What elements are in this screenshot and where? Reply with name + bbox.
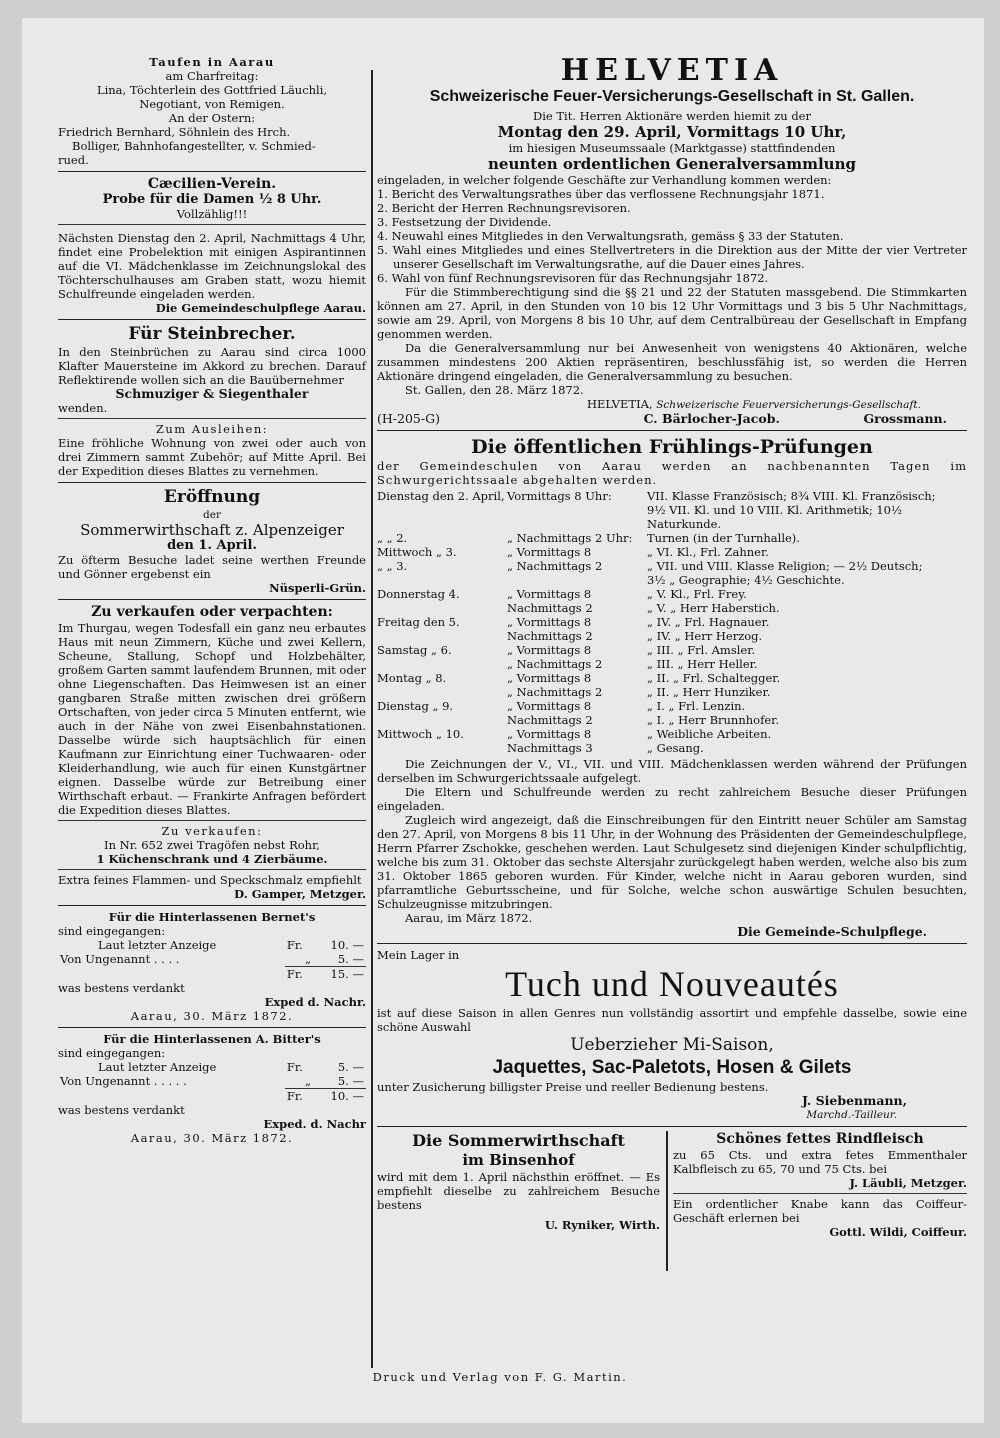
table-cell: Fr. [285, 967, 313, 982]
divider [58, 869, 366, 870]
divider [58, 482, 366, 483]
table-cell: Vormittags 8 Uhr: [507, 489, 612, 503]
helvetia-line: im hiesigen Museumssaale (Marktgasse) stattfindenden [508, 141, 836, 155]
helvetia-date: Montag den 29. April, Vormittags 10 Uhr, [497, 123, 847, 141]
divider [58, 820, 366, 821]
rind-text2: Ein ordentlicher Knabe kann das Coiffeur-Geschäft erlernen bei [673, 1197, 967, 1225]
list-item: 1. Bericht des Verwaltungsrathes über das verflossene Rechnungsjahr 1871. [377, 187, 825, 201]
table-row [377, 657, 967, 671]
table-cell: „ Vormittags 8 [507, 727, 592, 741]
eroeff-der: der [203, 509, 221, 521]
table-row [377, 727, 967, 741]
table-cell [507, 573, 647, 587]
column-divider [371, 70, 373, 1368]
table-cell: 10. — [330, 938, 364, 952]
table-cell: 3½ „ Geographie; 4½ Geschichte. [647, 573, 845, 587]
helvetia-firm-italic: Schweizerische Feuerversicherungs-Gesellschaft. [656, 399, 921, 411]
ad-probelektion [58, 231, 366, 315]
helvetia-title: HELVETIA [560, 53, 784, 88]
table-row [377, 671, 967, 685]
ad-verkaufen [58, 604, 366, 817]
binsen-title: Die Sommerwirthschaft [412, 1131, 625, 1150]
table-row [377, 741, 967, 755]
table-cell: Laut letzter Anzeige [98, 1060, 217, 1074]
table-cell: Von Ungenannt . . . . [60, 952, 180, 966]
taufen-title: Taufen in Aarau [149, 55, 275, 69]
tuch-jaq: Jaquettes, Sac-Paletots, Hosen & Gilets [492, 1057, 852, 1078]
bitter-sig: Exped. d. Nachr [263, 1117, 366, 1131]
table-cell [377, 503, 507, 531]
pruef-p3: Zugleich wird angezeigt, daß die Einschreibungen für den Eintritt neuer Schüler am Samstag den 27. April, von Morgens 8 bis 11 Uhr, in der Wohnung des Präsidenten der Gemeindeschulpflege, Herrn Pfarrer Zschokke, geschehen werden. Laut Schulgesetz sind diejenigen Kinder schulpflichtig, welche bis zum 31. Oktober das sechste Altersjahr zurückgelegt haben werden, welche also bis zum 31. Oktober 1865 geboren wurden. Für Kinder, welche nicht in Aarau geboren wurden, sind pfarramtliche Geburtsscheine, und für Solche, welche schon auswärtige Schulen besuchten, Schulzeugnisse mitzubringen. [377, 813, 967, 911]
list-item: 6. Wahl von fünf Rechnungsrevisoren für das Rechnungsjahr 1872. [377, 271, 769, 285]
divider [58, 319, 366, 320]
ad-pruefungen [377, 435, 967, 939]
table-cell: Fr. [286, 1060, 303, 1074]
taufen-line: Lina, Töchterlein des Gottfried Läuchli, [96, 83, 328, 97]
divider [673, 1193, 967, 1194]
zuverk-title: Zu verkaufen: [161, 824, 263, 838]
table-cell: „ Nachmittags 2 [507, 657, 603, 671]
helvetia-p1: Für die Stimmberechtigung sind die §§ 21 und 22 der Statuten massgebend. Die Stimmkarten können am 27. April, in den Stunden von 10 bis 12 Uhr Vormittags und 3 bis 5 Uhr Nachmittags, sowie am 29. April, von Morgens 8 bis 10 Uhr, auf dem Centralbüreau der Gesellschaft in Empfang genommen werden. [377, 285, 967, 341]
pruef-sig: Die Gemeinde-Schulpflege. [737, 924, 927, 939]
caecilien-title: Cæcilien-Verein. [147, 176, 277, 192]
eroeff-date: den 1. April. [167, 538, 257, 553]
helvetia-sig2: Grossmann. [863, 411, 947, 426]
table-cell: „ Nachmittags 2 [507, 559, 603, 573]
divider [377, 943, 967, 944]
bitter-thanks: was bestens verdankt [58, 1103, 185, 1117]
table-row [58, 1089, 366, 1104]
bernet-sig: Exped d. Nachr. [264, 995, 366, 1009]
rind-text: zu 65 Cts. und extra fetes Emmenthaler Kalbfleisch zu 65, 70 und 75 Cts. bei [673, 1148, 967, 1176]
table-row [377, 559, 967, 573]
tuch-ueber: Ueberzieher Mi-Saison, [570, 1035, 774, 1055]
column-divider [666, 1131, 668, 1271]
table-cell [377, 573, 507, 587]
binsen-sig: U. Ryniker, Wirth. [544, 1218, 660, 1232]
table-cell: „ Nachmittags 2 [507, 685, 603, 699]
taufen-line: Bolliger, Bahnhofangestellter, v. Schmied- [72, 139, 316, 153]
table-cell: „ II. „ Herr Hunziker. [647, 685, 771, 699]
table-cell: „ II. „ Frl. Schaltegger. [647, 671, 781, 685]
rind-title: Schönes fettes Rindfleisch [716, 1131, 924, 1147]
table-cell: 15. — [313, 967, 366, 982]
table-row [377, 699, 967, 713]
table-cell: „ Vormittags 8 [507, 671, 592, 685]
helvetia-p2: Da die Generalversammlung nur bei Anwesenheit von wenigstens 40 Aktionären, welche zusammen mindestens 200 Aktien repräsentiren, beschlussfähig ist, so werden die Herren Aktionäre dringend eingeladen, die Generalversammlung zu besuchen. [377, 341, 967, 383]
helvetia-line: Die Tit. Herren Aktionäre werden hiemit zu der [533, 109, 811, 123]
table-cell: Nachmittags 2 [507, 713, 593, 727]
table-cell: „ III. „ Herr Heller. [647, 657, 758, 671]
helvetia-gv: neunten ordentlichen Generalversammlung [488, 155, 856, 173]
binsen-sub: im Binsenhof [462, 1151, 575, 1169]
table-cell [377, 713, 507, 727]
rind-sig: J. Läubli, Metzger. [849, 1176, 967, 1190]
table-cell: Dienstag „ 9. [377, 699, 454, 713]
eroeff-name: Sommerwirthschaft z. Alpenzeiger [80, 521, 344, 539]
divider [58, 1027, 366, 1028]
ad-eroeffnung [58, 487, 366, 595]
table-cell: Dienstag den 2. April, [377, 489, 505, 503]
list-item: 2. Bericht der Herren Rechnungsrevisoren. [377, 201, 631, 215]
helvetia-subtitle: Schweizerische Feuer-Versicherungs-Gesellschaft in St. Gallen. [429, 88, 915, 105]
table-row [58, 952, 366, 967]
tuch-sig2: Marchd.-Tailleur. [806, 1109, 897, 1121]
bitter-sub: sind eingegangen: [58, 1046, 166, 1060]
table-cell: Montag „ 8. [377, 671, 447, 685]
helvetia-line: eingeladen, in welcher folgende Geschäfte zur Verhandlung kommen werden: [377, 173, 832, 187]
bernet-sub: sind eingegangen: [58, 924, 166, 938]
eroeff-text: Zu öfterm Besuche ladet seine werthen Freunde und Gönner ergebenst ein [58, 553, 366, 581]
pruef-date: Aarau, im März 1872. [405, 911, 533, 925]
divider [58, 171, 366, 172]
table-row [58, 1060, 366, 1074]
table-cell: 5. — [337, 1074, 364, 1088]
table-cell: „ Vormittags 8 [507, 587, 592, 601]
schul-text: Nächsten Dienstag den 2. April, Nachmittags 4 Uhr, findet eine Probelektion mit einigen Aspirantinnen auf die VI. Mädchenklasse im Zeichnungslokal des Töchterschulhauses am Graben statt, wozu hiemit Schulfreunde eingeladen werden. [58, 231, 366, 301]
table-cell: „ Weibliche Arbeiten. [647, 727, 772, 741]
table-cell: Mittwoch „ 3. [377, 545, 457, 559]
table-row [377, 503, 967, 531]
divider [377, 430, 967, 431]
pruef-title: Die öffentlichen Frühlings-Prüfungen [471, 436, 873, 458]
gamper-text: Extra feines Flammen- und Speckschmalz empfiehlt [58, 873, 362, 887]
pruef-intro: der Gemeindeschulen von Aarau werden an nachbenannten Tagen im Schwurgerichtssaale abgehalten werden. [377, 459, 967, 487]
table-cell: Nachmittags 3 [507, 741, 593, 755]
ad-rindfleisch [673, 1131, 967, 1239]
helvetia-firm: HELVETIA, [587, 397, 653, 411]
bernet-title: Für die Hinterlassenen Bernet's [108, 910, 316, 924]
bernet-date: Aarau, 30. März 1872. [130, 1009, 294, 1023]
table-cell: „ Gesang. [647, 741, 704, 755]
caecilien-voll: Vollzählig!!! [176, 207, 248, 221]
table-row [58, 1074, 366, 1089]
imprint [0, 1370, 1000, 1384]
stein-names: Schmuziger & Siegenthaler [115, 386, 309, 401]
table-row [377, 643, 967, 657]
table-cell: Turnen (in der Turnhalle). [647, 531, 800, 545]
table-cell: „ Vormittags 8 [507, 545, 592, 559]
ad-bitter [58, 1032, 366, 1145]
helvetia-items [377, 187, 967, 285]
table-cell: „ Vormittags 8 [507, 643, 592, 657]
helvetia-code: (H-205-G) [377, 411, 440, 426]
table-row [58, 938, 366, 952]
ausleihen-text: Eine fröhliche Wohnung von zwei oder auch von drei Zimmern sammt Zubehör; auf Mitte April. Bei der Expedition dieses Blattes zu vernehmen. [58, 436, 366, 478]
divider [58, 224, 366, 225]
table-cell: „ VI. Kl., Frl. Zahner. [647, 545, 769, 559]
table-cell: Von Ungenannt . . . . . [60, 1074, 187, 1088]
table-cell: „ V. Kl., Frl. Frey. [647, 587, 747, 601]
taufen-line: am Charfreitag: [165, 69, 259, 83]
pruef-table [377, 489, 967, 755]
bitter-date: Aarau, 30. März 1872. [130, 1131, 294, 1145]
table-cell: Mittwoch „ 10. [377, 727, 464, 741]
taufen-line: Friedrich Bernhard, Söhnlein des Hrch. [58, 125, 291, 139]
table-cell: VII. Klasse Französisch; 8¾ VIII. Kl. Französisch; [647, 489, 936, 503]
pruef-p2: Die Eltern und Schulfreunde werden zu recht zahlreichem Besuche dieser Prüfungen eingeladen. [377, 785, 967, 813]
table-cell: 5. — [337, 952, 364, 966]
table-cell [377, 685, 507, 699]
ad-helvetia [377, 55, 967, 426]
table-cell [377, 629, 507, 643]
stein-text: In den Steinbrüchen zu Aarau sind circa 1000 Klafter Mauersteine im Akkord zu brechen. Darauf Reflektirende wollen sich an die Bauübernehmer [58, 345, 366, 387]
table-cell: „ „ 2. [377, 531, 408, 545]
ad-gamper [58, 873, 366, 901]
table-cell: 9½ VII. Kl. und 10 VIII. Kl. Arithmetik; 10½ Naturkunde. [647, 503, 903, 531]
pruef-p1: Die Zeichnungen der V., VI., VII. und VIII. Mädchenklassen werden während der Prüfungen derselben im Schwurgerichtssaale aufgelegt. [377, 757, 967, 785]
verkauf-text: Im Thurgau, wegen Todesfall ein ganz neu erbautes Haus mit neun Zimmern, Küche und zwei Kellern, Scheune, Stallung, Schopf und Holzbehälter, großem Garten sammt laufendem Brunnen, mit oder ohne Liegenschaften. Das Heimwesen ist an einer gangbaren Straße mitten zwischen drei größern Ortschaften, von jeder circa 5 Minuten entfernt, wie auch in der Nähe von zwei Eisenbahnstationen. Dasselbe würde sich hauptsächlich für einen Kaufmann zur Einrichtung einer Tuchwaaren- oder Kleiderhandlung, wie auch für einen Kunstgärtner eignen. Dasselbe würde zur Betreibung einer Wirthschaft erbaut. — Frankirte Anfragen befördert die Expedition dieses Blattes. [58, 621, 366, 817]
helvetia-sig1: C. Bärlocher-Jacob. [643, 411, 780, 426]
caecilien-probe: Probe für die Damen ½ 8 Uhr. [102, 192, 322, 207]
table-cell [377, 741, 507, 755]
tuch-text: ist auf diese Saison in allen Genres nun vollständig assortirt und empfehle dasselbe, sowie eine schöne Auswahl [377, 1006, 967, 1034]
tuch-title: Tuch und Nouveautés [505, 964, 839, 1004]
table-cell: „ I. „ Frl. Lenzin. [647, 699, 746, 713]
table-cell: Nachmittags 2 [507, 601, 593, 615]
list-item: 3. Festsetzung der Dividende. [377, 215, 552, 229]
table-cell: Samstag „ 6. [377, 643, 452, 657]
list-item: 4. Neuwahl eines Mitgliedes in den Verwaltungsrath, gemäss § 33 der Statuten. [377, 229, 844, 243]
divider [58, 418, 366, 419]
table-cell [377, 601, 507, 615]
tuch-intro: Mein Lager in [377, 948, 460, 962]
verkauf-title: Zu verkaufen oder verpachten: [91, 604, 333, 620]
gamper-sig: D. Gamper, Metzger. [234, 887, 366, 901]
ausleihen-title: Zum Ausleihen: [155, 422, 269, 436]
table-row [377, 629, 967, 643]
table-cell: Donnerstag 4. [377, 587, 460, 601]
zuverk-l1: In Nr. 652 zwei Tragöfen nebst Rohr, [104, 838, 320, 852]
ad-ausleihen [58, 422, 366, 478]
table-row [377, 615, 967, 629]
ad-caecilien [58, 176, 366, 221]
bitter-title: Für die Hinterlassenen A. Bitter's [103, 1032, 321, 1046]
table-cell [377, 657, 507, 671]
divider [58, 599, 366, 600]
list-item: 5. Wahl eines Mitgliedes und eines Stellvertreters in die Direktion aus der Mitte der vier Vertreter unserer Gesellschaft im Verwaltungsrathe, auf die Dauer eines Jahres. [377, 243, 967, 271]
imprint-text: Druck und Verlag von F. G. Martin. [372, 1370, 628, 1384]
table-row [377, 587, 967, 601]
binsen-text: wird mit dem 1. April nächsthin eröffnet. — Es empfiehlt dieselbe zu zahlreichem Besuche bestens [377, 1170, 660, 1212]
stein-title: Für Steinbrecher. [128, 324, 296, 344]
table-cell: Fr. [285, 1089, 313, 1104]
taufen-line: rued. [58, 153, 89, 167]
table-cell: „ Vormittags 8 [507, 615, 592, 629]
ad-binsenhof [377, 1131, 660, 1232]
ad-bernet [58, 910, 366, 1023]
bernet-table [58, 938, 366, 981]
schul-sig: Die Gemeindeschulpflege Aarau. [155, 301, 366, 315]
bernet-thanks: was bestens verdankt [58, 981, 185, 995]
table-row [377, 531, 967, 545]
taufen-line: Negotiant, von Remigen. [139, 97, 285, 111]
table-cell: „ „ 3. [377, 559, 408, 573]
ad-zu-verkaufen [58, 824, 366, 866]
table-cell: 5. — [337, 1060, 364, 1074]
table-cell: „ IV. „ Frl. Hagnauer. [647, 615, 770, 629]
table-cell: „ [305, 1074, 311, 1088]
table-cell: Nachmittags 2 [507, 629, 593, 643]
eroeff-sig: Nüsperli-Grün. [269, 581, 366, 595]
table-row [58, 967, 366, 982]
divider [58, 905, 366, 906]
table-cell: Laut letzter Anzeige [98, 938, 217, 952]
bottom-ads [377, 1131, 967, 1271]
zuverk-l2: 1 Küchenschrank und 4 Zierbäume. [96, 852, 328, 866]
table-cell [507, 503, 647, 531]
table-cell: „ IV. „ Herr Herzog. [647, 629, 763, 643]
table-cell: Fr. [286, 938, 303, 952]
taufen-line: An der Ostern: [168, 111, 256, 125]
table-row [377, 545, 967, 559]
table-cell: „ [305, 952, 311, 966]
left-column [58, 55, 366, 1145]
table-cell: „ VII. und VIII. Klasse Religion; — 2½ Deutsch; [647, 559, 923, 573]
table-row [377, 713, 967, 727]
table-cell: „ III. „ Frl. Amsler. [647, 643, 756, 657]
tuch-unter: unter Zusicherung billigster Preise und reeller Bedienung bestens. [377, 1080, 769, 1094]
bitter-table [58, 1060, 366, 1103]
stein-end: wenden. [58, 401, 108, 415]
eroeff-title: Eröffnung [163, 487, 261, 507]
right-column [377, 55, 967, 1271]
table-row [377, 601, 967, 615]
rind-sig2: Gottl. Wildi, Coiffeur. [829, 1225, 967, 1239]
table-cell: „ V. „ Herr Haberstich. [647, 601, 780, 615]
ad-taufen [58, 55, 366, 167]
helvetia-place: St. Gallen, den 28. März 1872. [405, 383, 584, 397]
tuch-sig: J. Siebenmann, [801, 1093, 907, 1108]
table-row [377, 685, 967, 699]
ad-tuch [377, 948, 967, 1122]
ad-steinbrecher [58, 324, 366, 415]
table-cell: „ Nachmittags 2 Uhr: [507, 531, 633, 545]
table-cell: 10. — [313, 1089, 366, 1104]
table-cell: „ Vormittags 8 [507, 699, 592, 713]
table-cell: Freitag den 5. [377, 615, 460, 629]
table-cell: „ I. „ Herr Brunnhofer. [647, 713, 780, 727]
divider [377, 1126, 967, 1127]
table-row [377, 573, 967, 587]
table-row [377, 489, 967, 503]
